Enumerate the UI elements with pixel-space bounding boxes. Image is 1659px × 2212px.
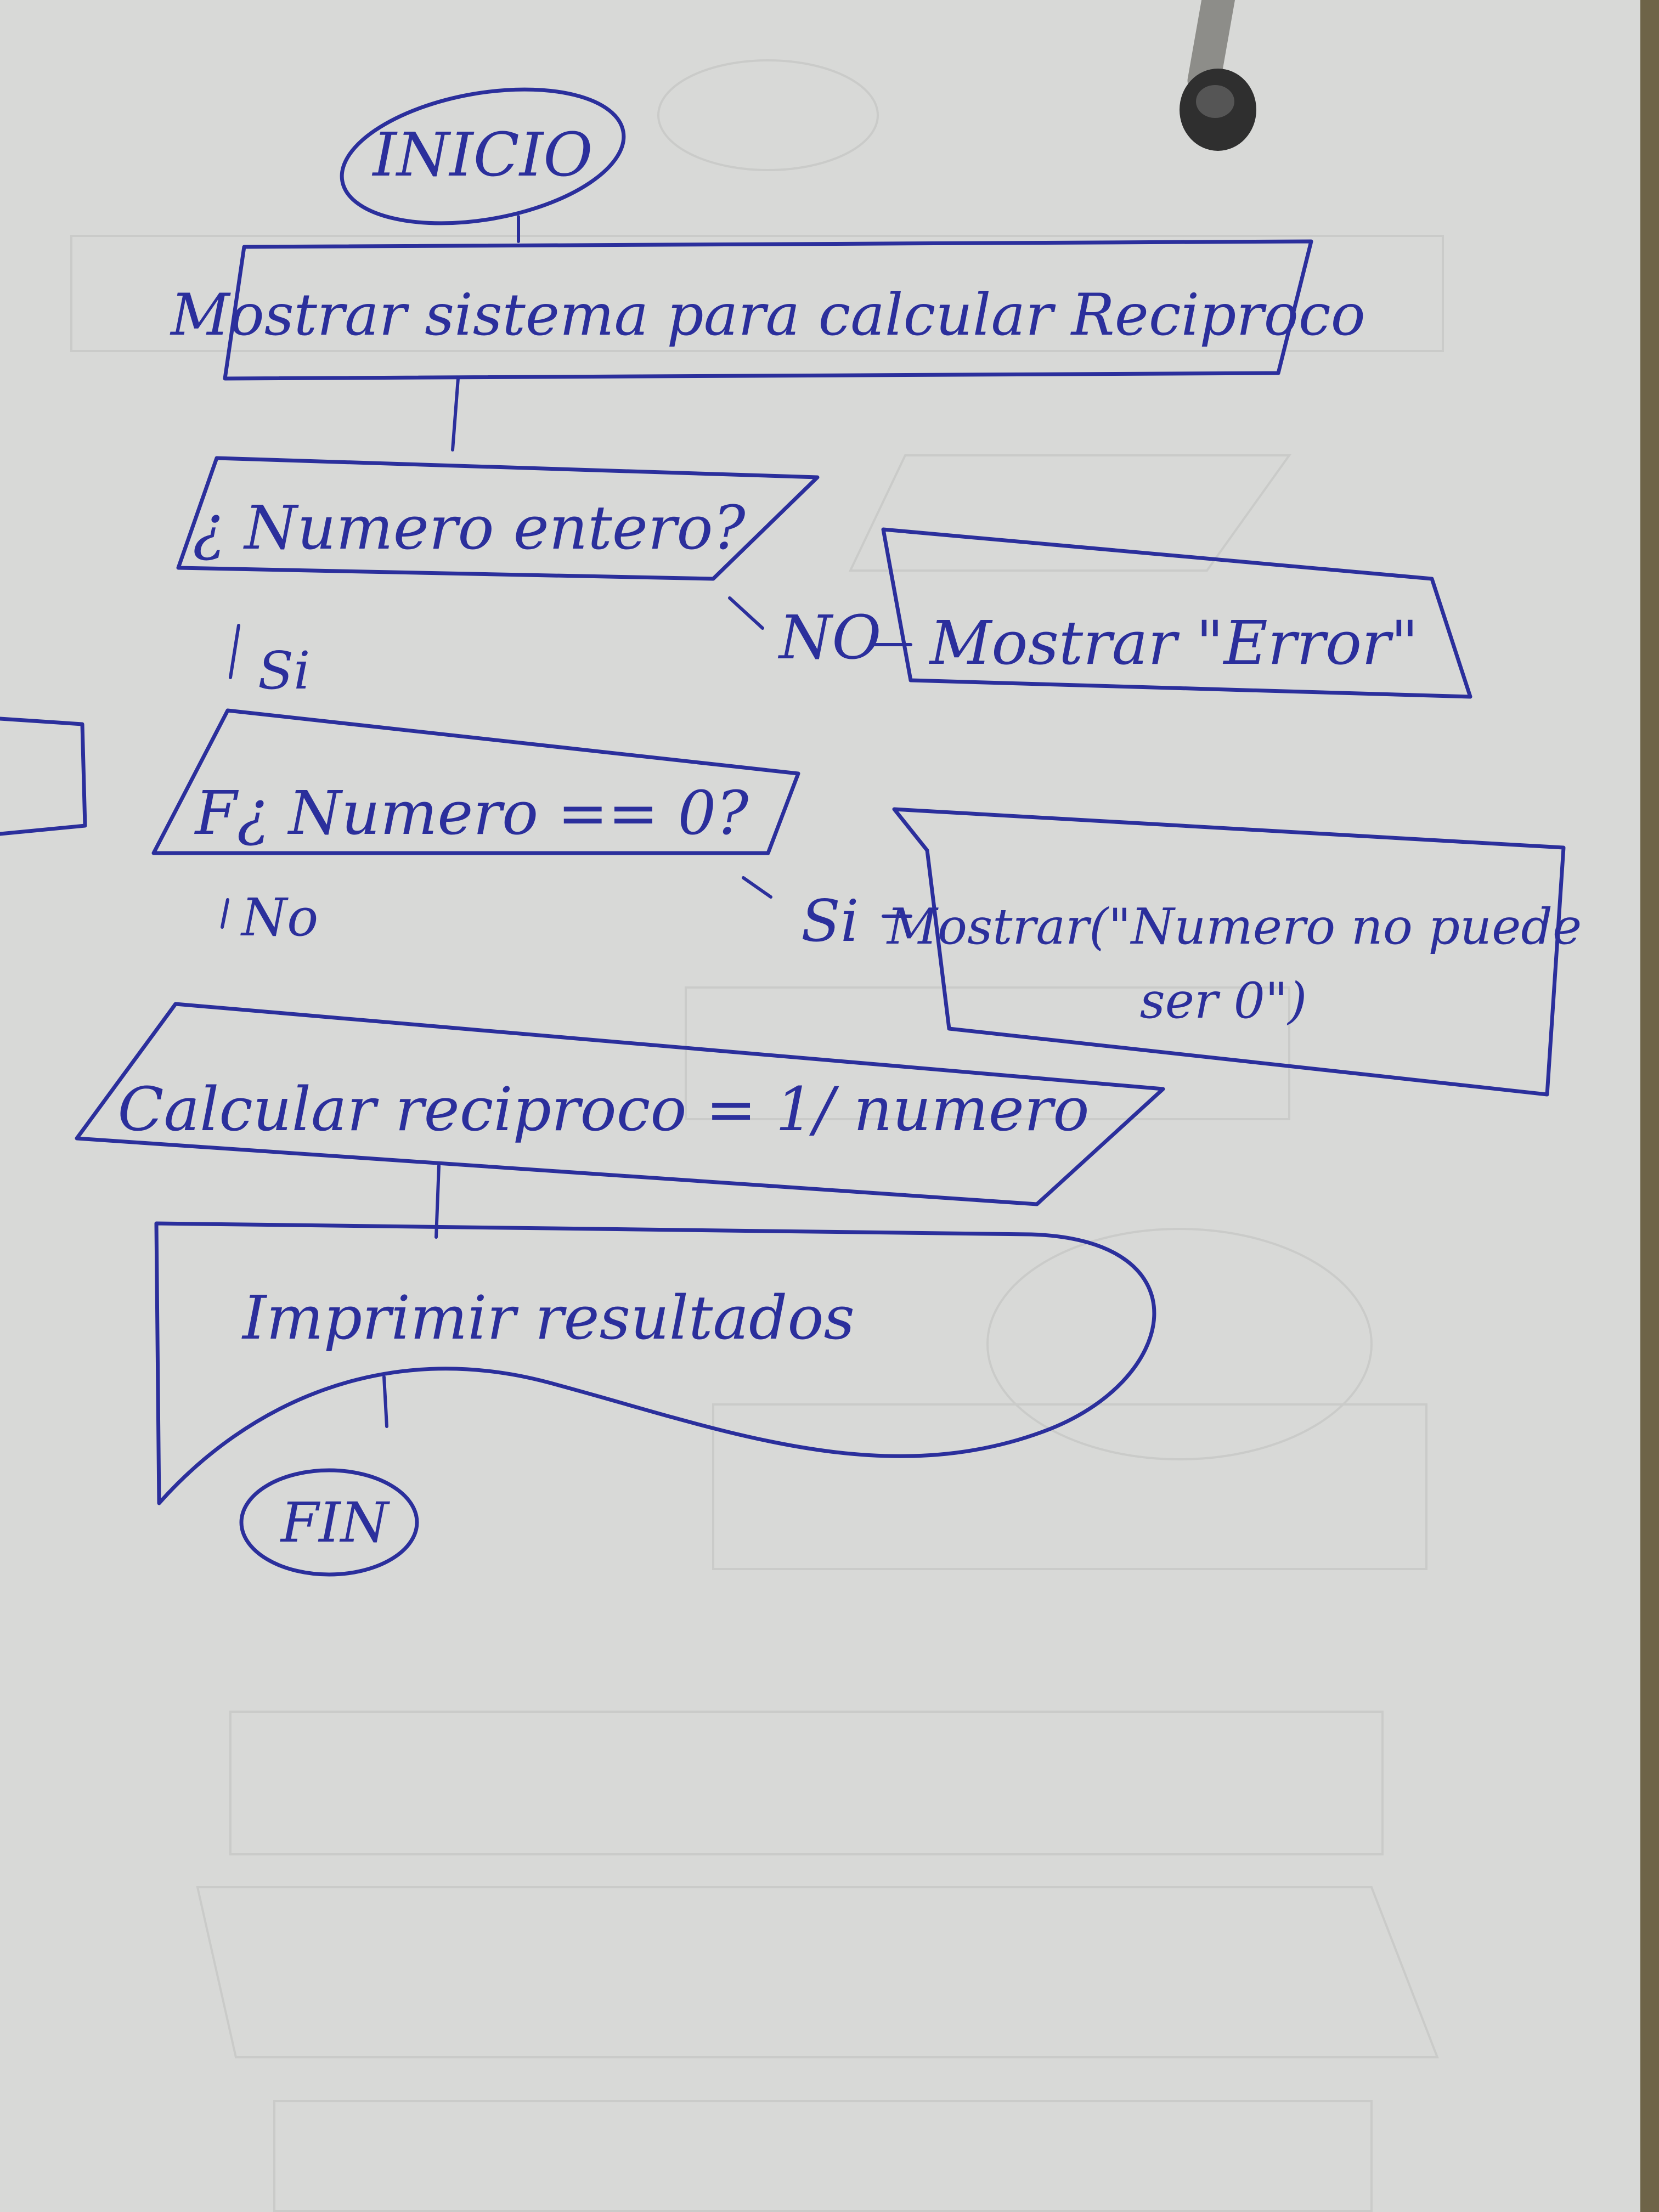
zero-output-label-line2: ser 0") xyxy=(1139,972,1307,1030)
branch-integer-yes-label: Si xyxy=(258,641,311,701)
start-label: INICIO xyxy=(373,120,593,190)
paper-edge-shadow xyxy=(1640,0,1659,2212)
zero-output-label-line1: Mostrar("Numero no puede xyxy=(887,898,1582,956)
error-output-label: Mostrar "Error" xyxy=(929,608,1419,678)
decision-integer-label: ¿ Numero entero? xyxy=(193,493,746,563)
print-document-label: Imprimir resultados xyxy=(242,1283,855,1353)
decision-zero-label: F¿ Numero == 0? xyxy=(195,778,749,848)
branch-zero-no-label: No xyxy=(241,888,319,948)
end-label: FIN xyxy=(280,1491,389,1555)
branch-zero-yes-label: Si xyxy=(801,888,859,955)
branch-integer-no-label: NO xyxy=(779,602,882,673)
intro-process-label: Mostrar sistema para calcular Reciproco xyxy=(171,281,1365,348)
calc-process-label: Calcular reciproco = 1/ numero xyxy=(117,1074,1090,1144)
